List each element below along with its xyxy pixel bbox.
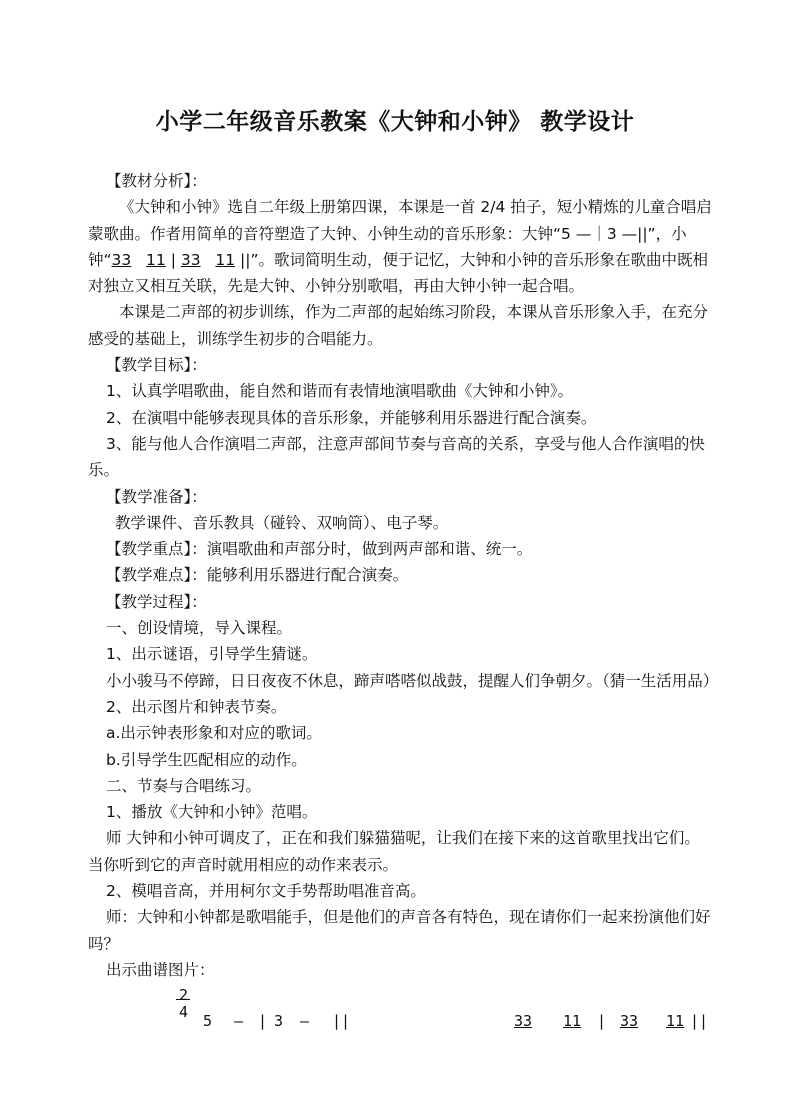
section-2-step-1: 1、播放《大钟和小钟》范唱。 <box>106 803 318 822</box>
small-bell-note-4: 11 <box>215 250 236 269</box>
key-text: 演唱歌曲和声部分时，做到两声部和谐、统一。 <box>206 540 533 559</box>
analysis-heading: 【教材分析】： <box>106 172 207 190</box>
small-bell-note: 11 <box>666 1012 685 1030</box>
section-1-step-2: 2、出示图片和钟表节奏。 <box>106 697 287 716</box>
analysis-paragraph-2: 本课是二声部的初步训练，作为二声部的起始练习阶段，本课从音乐形象入手，在充分感受的基础上，训练学生初步的合唱能力。 <box>88 303 709 348</box>
section-1-title: 一、创设情境，导入课程。 <box>106 619 293 638</box>
analysis-text-a: 《大钟和小钟》选自二年级上册第四课，本课是一首 2/4 拍子，短小精炼的儿童合唱启蒙歌曲。作者用简单的音符塑造了大钟、小钟生动的音乐形象：大钟“5 —｜3 —||”，小钟“ <box>88 198 712 269</box>
riddle-text: 小小骏马不停蹄，日日夜夜不休息，蹄声嗒嗒似战鼓，提醒人们争朝夕。（猜一生活用品） <box>106 671 719 690</box>
difficulty-point <box>88 562 714 588</box>
goal-item: 1、认真学唱歌曲，能自然和谐而有表情地演唱歌曲《大钟和小钟》。 <box>106 382 574 401</box>
teacher-line-2: 师：大钟和小钟都是歌唱能手，但是他们的声音各有特色，现在请你们一起来扮演他们好吗？ <box>88 908 711 953</box>
process-heading: 【教学过程】： <box>106 592 207 611</box>
document-title: 小学二年级音乐教案《大钟和小钟》 教学设计 <box>155 109 635 135</box>
small-bell-end-bar: || <box>690 1012 709 1030</box>
analysis-text-b: ||”。歌词简明生动，便于记忆，大钟和小钟的音乐形象在歌曲中既相对独立又相互关联，先是大钟、小钟分别歌唱，再由大钟小钟一起合唱。 <box>88 250 709 296</box>
small-bell-bar: | <box>597 1012 607 1030</box>
prep-text: 教学课件、音乐教具（碰铃、双响筒）、电子琴。 <box>115 513 449 532</box>
small-bell-note: 11 <box>563 1012 582 1030</box>
time-signature-line <box>176 999 190 1000</box>
section-1-step-2b: b.引导学生匹配相应的动作。 <box>106 750 307 769</box>
big-bell-note: 3 <box>274 1012 284 1030</box>
small-bell-note: 33 <box>514 1012 533 1030</box>
teacher-line-1: 师 大钟和小钟可调皮了，正在和我们躲猫猫呢，让我们在接下来的这首歌里找出它们。当你听到它的声音时就用相应的动作来表示。 <box>88 829 700 874</box>
big-bell-dash: — <box>300 1012 310 1030</box>
analysis-paragraph-1 <box>88 194 714 299</box>
big-bell-note: 5 <box>203 1012 213 1030</box>
difficulty-label: 【教学难点】： <box>106 566 207 585</box>
section-1-step-2a: a.出示钟表形象和对应的歌词。 <box>106 724 322 743</box>
small-bell-note-2: 11 <box>146 250 166 269</box>
time-signature-bottom: 4 <box>179 1003 189 1021</box>
prep-heading: 【教学准备】： <box>106 487 207 506</box>
time-signature-top: 2 <box>179 986 189 1004</box>
show-score-text: 出示曲谱图片： <box>106 960 215 979</box>
small-bell-note-1: 33 <box>111 250 132 269</box>
goal-item: 3、能与他人合作演唱二声部，注意声部间节奏与音高的关系，享受与他人合作演唱的快乐。 <box>88 434 705 480</box>
small-bell-note-3: 33 <box>180 250 201 269</box>
document-body <box>88 168 719 983</box>
goal-item: 2、在演唱中能够表现具体的音乐形象，并能够利用乐器进行配合演奏。 <box>106 408 597 427</box>
music-score <box>0 986 790 1036</box>
section-1-step-1: 1、出示谜语，引导学生猜谜。 <box>106 645 318 664</box>
big-bell-bar: | <box>258 1012 268 1030</box>
small-bell-note: 33 <box>620 1012 639 1030</box>
big-bell-dash: — <box>234 1012 244 1030</box>
small-bell-bar: | <box>165 250 181 269</box>
difficulty-text: 能够利用乐器进行配合演奏。 <box>206 566 409 585</box>
section-2-title: 二、节奏与合唱练习。 <box>106 776 262 795</box>
key-point <box>88 536 714 562</box>
goals-heading: 【教学目标】： <box>106 356 207 375</box>
big-bell-end-bar: || <box>332 1012 351 1030</box>
key-label: 【教学重点】： <box>106 540 207 559</box>
section-2-step-2: 2、模唱音高，并用柯尔文手势帮助唱准音高。 <box>106 882 426 901</box>
